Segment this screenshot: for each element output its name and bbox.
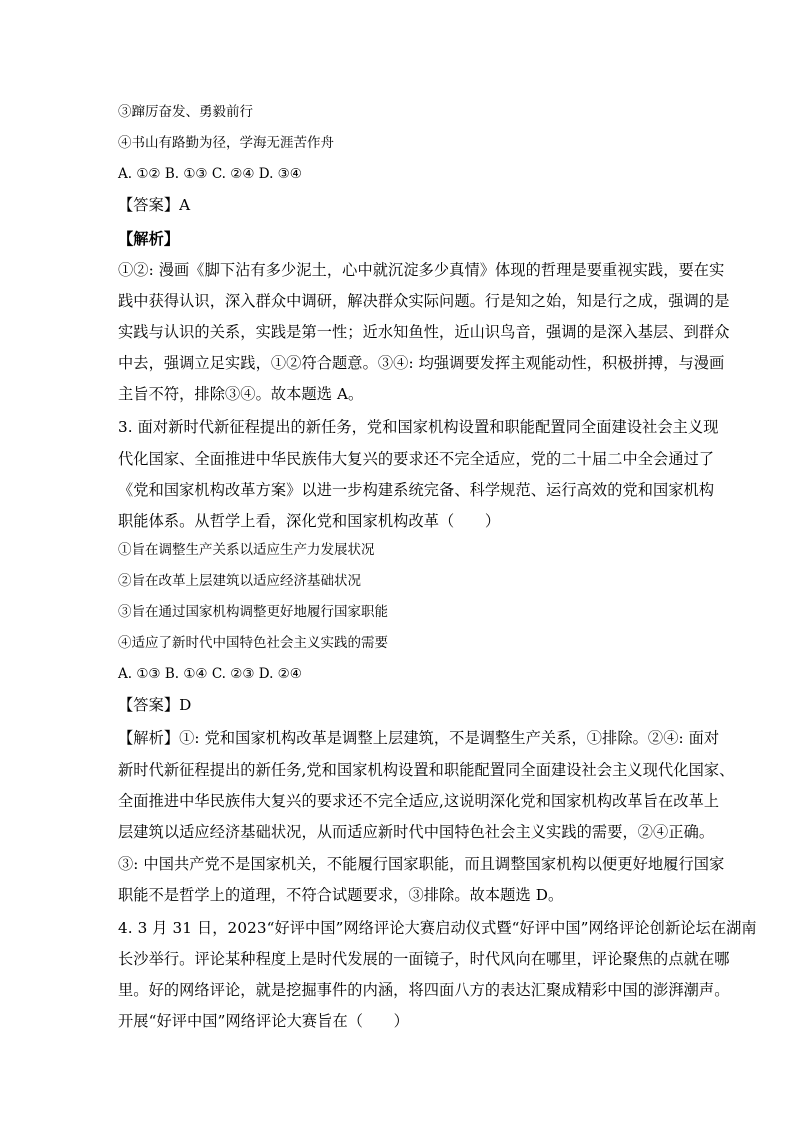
question-stem: 里。好的网络评论，就是挖掘事件的内涵，将四面八方的表达汇聚成精彩中国的澎湃潮声。 <box>118 981 730 999</box>
analysis-text: 实践与认识的关系，实践是第一性；近水知鱼性，近山识鸟音，强调的是深入基层、到群众 <box>118 323 730 341</box>
analysis-text: 职能不是哲学上的道理，不符合试题要求，③排除。故本题选 D。 <box>118 886 564 904</box>
question-stem: 代化国家、全面推进中华民族伟大复兴的要求还不完全适应，党的二十届二中全会通过了 <box>118 450 715 468</box>
analysis-text: ①②: 漫画《脚下沾有多少泥土，心中就沉淀多少真情》体现的哲理是要重视实践，要在实 <box>118 261 725 279</box>
answer-label: 【答案】A <box>118 196 191 214</box>
option-line-3: ③旨在通过国家机构调整更好地履行国家职能 <box>118 604 388 620</box>
analysis-text: ③: 中国共产党不是国家机关，不能履行国家职能，而且调整国家机构以便更好地履行国家 <box>118 855 725 873</box>
analysis-label: 【解析】 <box>118 230 180 248</box>
analysis-text: 层建筑以适应经济基础状况，从而适应新时代中国特色社会主义实践的需要，②④正确。 <box>118 823 715 841</box>
analysis-text: 全面推进中华民族伟大复兴的要求还不完全适应,这说明深化党和国家机构改革旨在改革上 <box>118 792 720 810</box>
choices-line: A. ①③ B. ①④ C. ②③ D. ②④ <box>118 666 302 682</box>
analysis-text: 践中获得认识，深入群众中调研，解决群众实际问题。行是知之始，知是行之成，强调的是 <box>118 292 730 310</box>
choices-line: A. ①② B. ①③ C. ②④ D. ③④ <box>118 166 302 182</box>
question-stem: 职能体系。从哲学上看，深化党和国家机构改革（ ） <box>118 512 501 530</box>
option-line-1: ①旨在调整生产关系以适应生产力发展状况 <box>118 542 375 558</box>
analysis-text: 中去，强调立足实践，①②符合题意。③④: 均强调要发挥主观能动性，积极拼搏，与漫画 <box>118 354 725 372</box>
question-stem: 开展“好评中国”网络评论大赛旨在（ ） <box>118 1012 409 1030</box>
question-stem: 《党和国家机构改革方案》以进一步构建系统完备、科学规范、运行高效的党和国家机构 <box>118 481 715 499</box>
answer-label: 【答案】D <box>118 696 192 714</box>
question-stem: 4. 3 月 31 日，2023“好评中国”网络评论大赛启动仪式暨“好评中国”网络评论创新论坛在湖南 <box>118 919 757 937</box>
question-stem: 长沙举行。评论某种程度上是时代发展的一面镜子，时代风向在哪里，评论聚焦的点就在哪 <box>118 950 730 968</box>
question-stem: 3. 面对新时代新征程提出的新任务，党和国家机构设置和职能配置同全面建设社会主义现 <box>118 418 719 436</box>
analysis-text: 新时代新征程提出的新任务,党和国家机构设置和职能配置同全面建设社会主义现代化国家、 <box>118 761 735 779</box>
option-line-4: ④书山有路勤为径，学海无涯苦作舟 <box>118 135 334 151</box>
option-line-2: ②旨在改革上层建筑以适应经济基础状况 <box>118 573 361 589</box>
analysis-text: 主旨不符，排除③④。故本题选 A。 <box>118 385 364 403</box>
option-line-3: ③蹿厉奋发、勇毅前行 <box>118 104 253 120</box>
option-line-4: ④适应了新时代中国特色社会主义实践的需要 <box>118 635 388 651</box>
analysis-text: 【解析】①: 党和国家机构改革是调整上层建筑，不是调整生产关系，①排除。②④: 面对 <box>118 729 720 747</box>
